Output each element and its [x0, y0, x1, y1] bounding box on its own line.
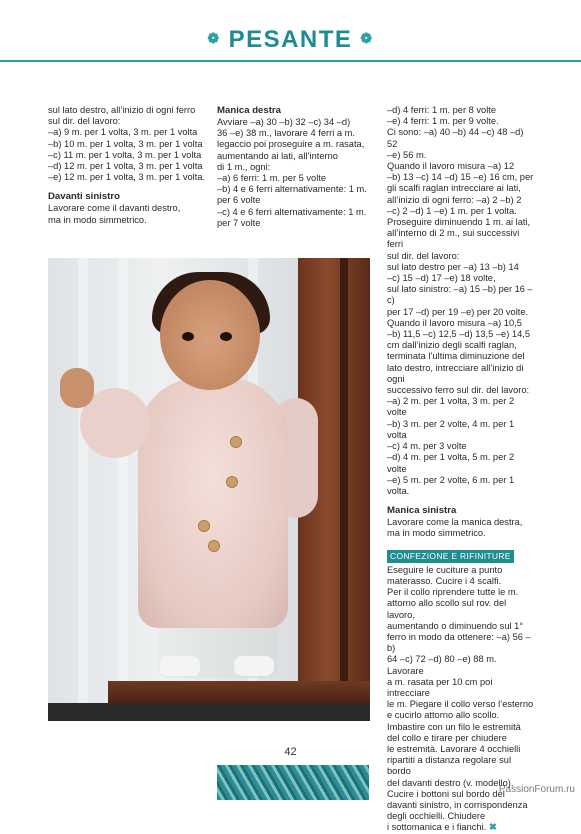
text-line: Per il collo riprendere tutte le m. [387, 587, 519, 598]
text-line: per 17 –d) per 19 –e) per 20 volte. [387, 306, 529, 317]
heading-davanti-sinistro: Davanti sinistro [48, 191, 120, 203]
text-line: –b) 11,5 –c) 12,5 –d) 13,5 –e) 14,5 [387, 329, 530, 340]
text-line: –e) 56 m. [387, 149, 427, 160]
window-ledge [48, 703, 370, 721]
photo-baby-in-window [48, 258, 370, 721]
text-line: Cucire i bottoni sul bordo del [387, 788, 505, 799]
text-line: Imbastire con un filo le estremità [387, 721, 521, 732]
page-header [0, 0, 581, 62]
text-line: legaccio poi proseguire a m. rasata, [217, 139, 365, 150]
text-line: e cucirlo attorno allo scollo. [387, 710, 500, 721]
section-title [0, 26, 581, 54]
text-line: per 7 volte [217, 217, 261, 228]
text-line: Avviare –a) 30 –b) 32 –c) 34 –d) [217, 117, 351, 127]
window-frame-inner [340, 258, 348, 721]
end-mark-icon: ✖ [488, 822, 497, 833]
text-line: –b) 13 –c) 14 –d) 15 –e) 16 cm, per [387, 172, 534, 183]
text-line: –e) 5 m. per 2 volte, 6 m. per 1 volta. [387, 474, 515, 496]
baby-eye [220, 332, 232, 341]
text-line: –d) 12 m. per 1 volta, 3 m. per 1 volta [48, 161, 203, 172]
text-line: aumentando o diminuendo sul 1° [387, 620, 524, 631]
text-line: Quando il lavoro misura –a) 12 [387, 161, 515, 172]
text-line: –b) 4 e 6 ferri alternativamente: 1 m. [217, 184, 367, 195]
text-line: le estremità. Lavorare 4 occhielli [387, 743, 521, 754]
text-line: ferro in modo da ottenere: –a) 56 –b) [387, 631, 531, 654]
text-line: –e) 4 ferri: 1 m. per 9 volte. [387, 116, 499, 127]
coat-button [230, 436, 242, 448]
baby-eye [182, 332, 194, 341]
text-line: –a) 9 m. per 1 volta, 3 m. per 1 volta [48, 127, 198, 138]
curtain-fold [118, 258, 128, 721]
heading-manica-destra: Manica destra [217, 105, 281, 116]
text-line: attorno allo scollo sul rov. del lavoro, [387, 598, 507, 620]
baby-shoe [160, 656, 200, 676]
curtain-fold [78, 258, 88, 721]
text-line [387, 822, 535, 833]
text-line: sul lato destro per –a) 13 –b) 14 [387, 261, 519, 272]
text-line: all’inizio di ogni ferro: –a) 2 –b) 2 [387, 194, 522, 205]
text-column-1 [48, 105, 208, 226]
coat-button [208, 540, 220, 552]
text-line: –c) 11 m. per 1 volta, 3 m. per 1 volta [48, 149, 202, 160]
text-line: –c) 15 –d) 17 –e) 18 volte, [387, 273, 496, 284]
text-line: –d) 4 ferri: 1 m. per 8 volte [387, 105, 497, 115]
text-line: Quando il lavoro misura –a) 10,5 [387, 317, 522, 328]
text-line: Proseguire diminuendo 1 m. ai lati, [387, 217, 531, 228]
text-line: degli occhielli. Chiudere [387, 811, 486, 822]
text-line: del collo e tirare per chiudere [387, 732, 507, 743]
text-line: –a) 6 ferri: 1 m. per 5 volte [217, 173, 327, 184]
text-line: del davanti destro (v. modello). [387, 777, 514, 788]
text-line: ripartiti a distanza regolare sul bordo [387, 755, 512, 777]
text-line: davanti sinistro, in corrispondenza [387, 799, 528, 810]
text-line: 64 –c) 72 –d) 80 –e) 88 m. Lavorare [387, 654, 497, 676]
text-line: Ci sono: –a) 40 –b) 44 –c) 48 –d) 52 [387, 127, 524, 149]
text-line: sul lato sinistro: –a) 15 –b) per 16 –c) [387, 284, 533, 306]
text-line: –d) 4 m. per 1 volta, 5 m. per 2 volte [387, 452, 515, 474]
text-line: cm dall’inizio degli scalfi raglan, [387, 340, 517, 351]
text-line: all’interno di 2 m., sui successivi ferri [387, 228, 520, 250]
text-line: –c) 4 e 6 ferri alternativamente: 1 m. [217, 206, 367, 217]
text-line: ma in modo simmetrico. [48, 214, 147, 225]
text-column-2 [217, 105, 377, 229]
text-line-last: i sottomanica e i fianchi. [387, 822, 487, 833]
text-line: –b) 3 m. per 2 volte, 4 m. per 1 volta [387, 418, 515, 440]
text-line: aumentando ai lati, all’interno [217, 150, 338, 161]
text-line: materasso. Cucire i 4 scalfi. [387, 575, 502, 586]
window-sill [108, 681, 370, 703]
text-line: Lavorare come la manica destra, [387, 517, 523, 528]
text-line: 36 –e) 38 m., lavorare 4 ferri a m. [217, 128, 355, 139]
text-line: ma in modo simmetrico. [387, 528, 486, 539]
text-line: sul lato destro, all’inizio di ogni ferro [48, 105, 196, 115]
text-line: sul dir. del lavoro: [48, 116, 121, 127]
text-line: a m. rasata per 10 cm poi intrecciare [387, 676, 493, 698]
page-number: 42 [284, 746, 297, 758]
coat-button [198, 520, 210, 532]
baby-hand [60, 368, 94, 408]
text-column-3 [387, 105, 535, 834]
section-title-text: PESANTE [228, 26, 353, 53]
text-line: terminata l’ultima diminuzione del [387, 351, 525, 362]
text-line: –c) 4 m. per 3 volte [387, 441, 467, 452]
header-rule [0, 60, 581, 62]
text-line: –c) 2 –d) 1 –e) 1 m. per 1 volta. [387, 205, 517, 216]
text-line: successivo ferro sul dir. del lavoro: [387, 385, 530, 396]
coat-button [226, 476, 238, 488]
text-line: –b) 10 m. per 1 volta, 3 m. per 1 volta [48, 138, 203, 149]
text-line: le m. Piegare il collo verso l’esterno [387, 699, 534, 710]
section-tag-confezione: CONFEZIONE E RIFINITURE [387, 550, 514, 563]
text-line: per 6 volte [217, 195, 261, 206]
text-line: –a) 2 m. per 1 volta, 3 m. per 2 volte [387, 396, 515, 418]
baby-face [160, 280, 260, 390]
text-line: Lavorare come il davanti destro, [48, 203, 181, 214]
text-line: gli scalfi raglan intrecciare ai lati, [387, 183, 521, 194]
text-line: di 1 m., ogni: [217, 161, 271, 172]
flower-ornament-icon: ❁ [207, 30, 221, 46]
knitted-coat [138, 378, 288, 628]
text-line: Eseguire le cuciture a punto [387, 564, 503, 575]
text-line: sul dir. del lavoro: [387, 250, 460, 261]
watermark: PassionForum.ru [498, 784, 575, 795]
text-line: –e) 12 m. per 1 volta, 3 m. per 1 volta. [48, 172, 206, 183]
knit-swatch-image [217, 765, 369, 800]
flower-ornament-icon: ❁ [360, 30, 374, 46]
text-line: lato destro, intrecciare all’inizio di ogni [387, 362, 524, 384]
heading-manica-sinistra: Manica sinistra [387, 505, 457, 517]
baby-shoe [234, 656, 274, 676]
